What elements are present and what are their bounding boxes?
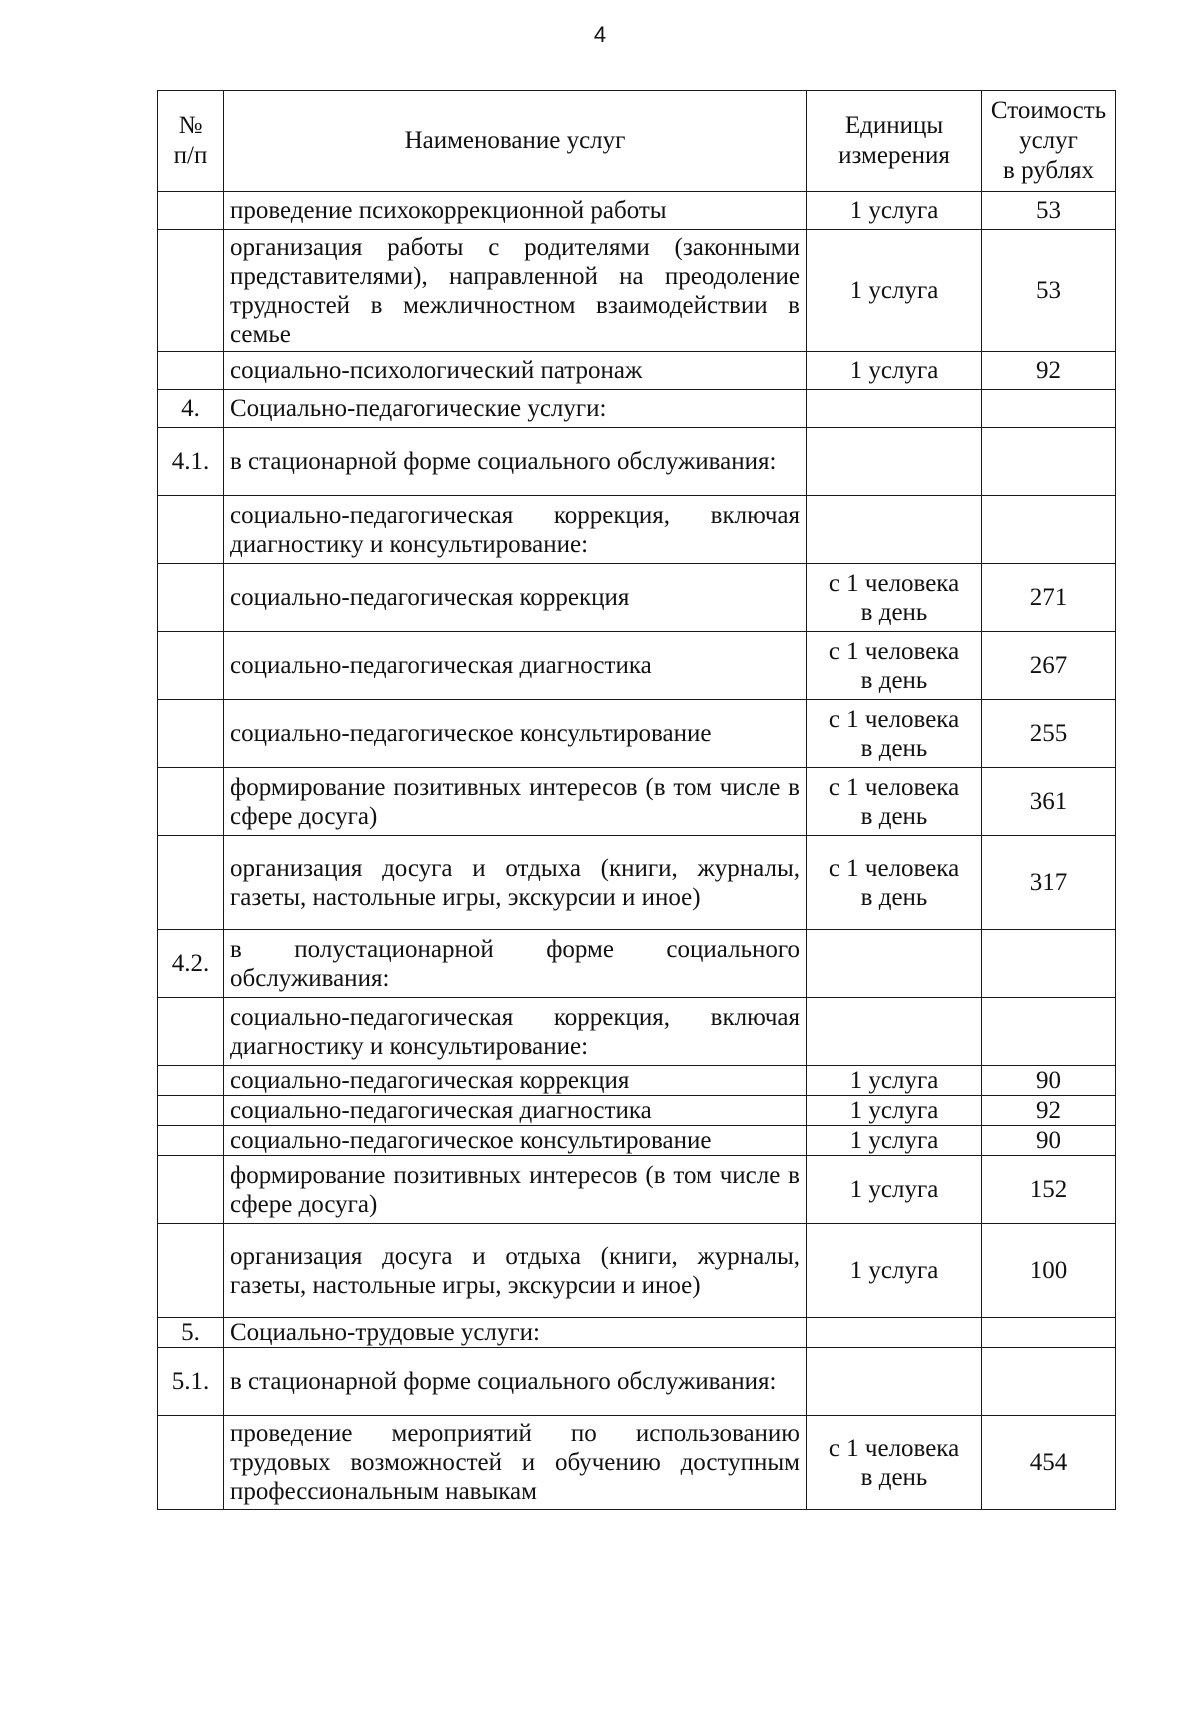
- service-cost-text: 271: [1029, 584, 1068, 611]
- row-number-text: 5.1.: [171, 1368, 210, 1395]
- unit-of-measure: [807, 1348, 982, 1416]
- unit-of-measure-text: 1 услуга: [849, 1097, 939, 1124]
- unit-of-measure-text: 1 услуга: [849, 1067, 939, 1094]
- unit-of-measure-text: с 1 человека в день: [828, 1434, 960, 1491]
- header-unit: Единицы измерения: [807, 91, 982, 192]
- table-row: [158, 1096, 1116, 1126]
- service-cost: [982, 192, 1116, 230]
- services-price-table: [157, 90, 1116, 1510]
- service-cost-text: 255: [1029, 720, 1068, 747]
- row-number: [158, 564, 224, 632]
- service-cost: [982, 1096, 1116, 1126]
- unit-of-measure-text: с 1 человека в день: [828, 569, 960, 626]
- service-name: [224, 496, 807, 564]
- service-name: [224, 632, 807, 700]
- table-row: [158, 836, 1116, 930]
- service-cost: [982, 700, 1116, 768]
- service-cost: [982, 496, 1116, 564]
- table-row: [158, 390, 1116, 428]
- unit-of-measure: [807, 564, 982, 632]
- service-name-text: социально-педагогическая диагностика: [230, 652, 652, 679]
- unit-of-measure: [807, 428, 982, 496]
- row-number: [158, 390, 224, 428]
- table-row: [158, 230, 1116, 352]
- header-number: № п/п: [158, 91, 224, 192]
- unit-of-measure-text: 1 услуга: [849, 1257, 939, 1284]
- service-name-text: в полустационарной форме социального обслуживания:: [230, 935, 800, 992]
- row-number: [158, 1096, 224, 1126]
- service-name: [224, 1096, 807, 1126]
- service-cost: [982, 1224, 1116, 1318]
- service-name-text: в стационарной форме социального обслуживания:: [230, 448, 777, 475]
- service-name-text: социально-педагогическое консультирование: [230, 1127, 712, 1154]
- service-name: [224, 390, 807, 428]
- service-cost: [982, 836, 1116, 930]
- table-row: [158, 564, 1116, 632]
- service-name: [224, 192, 807, 230]
- unit-of-measure: [807, 192, 982, 230]
- unit-of-measure-text: 1 услуга: [849, 357, 939, 384]
- row-number: [158, 1416, 224, 1510]
- service-name: [224, 1156, 807, 1224]
- row-number: [158, 230, 224, 352]
- table-row: [158, 192, 1116, 230]
- unit-of-measure: [807, 700, 982, 768]
- service-cost-text: 53: [1036, 277, 1061, 304]
- table-row: [158, 768, 1116, 836]
- service-cost: [982, 1156, 1116, 1224]
- table-body: [158, 192, 1116, 1510]
- service-name-text: организация досуга и отдыха (книги, журналы, газеты, настольные игры, экскурсии и иное): [230, 1242, 800, 1299]
- row-number-text: 4.2.: [171, 950, 210, 977]
- unit-of-measure: [807, 1318, 982, 1348]
- table-row: [158, 1318, 1116, 1348]
- header-cost: Стоимость услуг в рублях: [982, 91, 1116, 192]
- service-name: [224, 1416, 807, 1510]
- unit-of-measure-text: с 1 человека в день: [828, 637, 960, 694]
- row-number: [158, 1224, 224, 1318]
- service-cost: [982, 1318, 1116, 1348]
- service-name-text: социально-педагогическая коррекция, включая диагностику и консультирование:: [230, 501, 800, 558]
- service-name: [224, 1126, 807, 1156]
- service-name-text: формирование позитивных интересов (в том числе в сфере досуга): [230, 773, 800, 830]
- service-cost: [982, 930, 1116, 998]
- service-cost-text: 92: [1036, 1097, 1061, 1124]
- unit-of-measure: [807, 390, 982, 428]
- service-name-text: в стационарной форме социального обслуживания:: [230, 1368, 777, 1395]
- unit-of-measure: [807, 230, 982, 352]
- row-number: [158, 700, 224, 768]
- unit-of-measure: [807, 836, 982, 930]
- service-name: [224, 836, 807, 930]
- service-name-text: организация досуга и отдыха (книги, журналы, газеты, настольные игры, экскурсии и иное): [230, 854, 800, 911]
- service-cost: [982, 632, 1116, 700]
- service-cost-text: 267: [1029, 652, 1068, 679]
- service-cost-text: 100: [1029, 1257, 1068, 1284]
- service-cost: [982, 352, 1116, 390]
- unit-of-measure-text: с 1 человека в день: [828, 773, 960, 830]
- service-name-text: социально-педагогическая коррекция: [230, 584, 630, 611]
- service-name: [224, 1318, 807, 1348]
- service-cost: [982, 1126, 1116, 1156]
- service-cost: [982, 1348, 1116, 1416]
- service-cost: [982, 1066, 1116, 1096]
- table-row: [158, 1348, 1116, 1416]
- row-number: [158, 192, 224, 230]
- row-number: [158, 428, 224, 496]
- service-name: [224, 1066, 807, 1096]
- table-header-row: [158, 91, 1116, 192]
- service-name: [224, 998, 807, 1066]
- unit-of-measure: [807, 930, 982, 998]
- table-row: [158, 496, 1116, 564]
- service-name: [224, 1348, 807, 1416]
- row-number: [158, 1156, 224, 1224]
- row-number: [158, 1318, 224, 1348]
- service-name-text: социально-педагогическая диагностика: [230, 1097, 652, 1124]
- service-cost: [982, 390, 1116, 428]
- service-name-text: Социально-трудовые услуги:: [230, 1319, 540, 1346]
- row-number: [158, 930, 224, 998]
- service-name: [224, 700, 807, 768]
- service-name: [224, 428, 807, 496]
- page-number: 4: [593, 22, 607, 47]
- service-name: [224, 930, 807, 998]
- service-cost: [982, 564, 1116, 632]
- service-name-text: проведение психокоррекционной работы: [230, 197, 667, 224]
- row-number: [158, 1066, 224, 1096]
- table-row: [158, 1126, 1116, 1156]
- table-row: [158, 1416, 1116, 1510]
- unit-of-measure-text: с 1 человека в день: [828, 854, 960, 911]
- service-cost: [982, 230, 1116, 352]
- table-row: [158, 1224, 1116, 1318]
- service-cost: [982, 768, 1116, 836]
- row-number-text: 4.1.: [171, 448, 210, 475]
- unit-of-measure: [807, 998, 982, 1066]
- service-name: [224, 352, 807, 390]
- service-cost-text: 361: [1029, 788, 1068, 815]
- row-number: [158, 1126, 224, 1156]
- service-name-text: социально-психологический патронаж: [230, 357, 643, 384]
- unit-of-measure-text: 1 услуга: [849, 1176, 939, 1203]
- table-row: [158, 632, 1116, 700]
- table-row: [158, 1066, 1116, 1096]
- service-cost-text: 454: [1029, 1449, 1068, 1476]
- unit-of-measure: [807, 1416, 982, 1510]
- service-name-text: организация работы с родителями (законными представителями), направленной на преодоление трудностей в межличностном взаимодействии в семье: [230, 233, 800, 348]
- header-service-name: Наименование услуг: [224, 91, 807, 192]
- unit-of-measure: [807, 1156, 982, 1224]
- unit-of-measure: [807, 1096, 982, 1126]
- service-cost-text: 90: [1036, 1067, 1061, 1094]
- table-row: [158, 352, 1116, 390]
- unit-of-measure-text: 1 услуга: [849, 197, 939, 224]
- table-row: [158, 1156, 1116, 1224]
- row-number: [158, 352, 224, 390]
- unit-of-measure: [807, 1224, 982, 1318]
- service-name-text: формирование позитивных интересов (в том числе в сфере досуга): [230, 1161, 800, 1218]
- table-row: [158, 930, 1116, 998]
- row-number: [158, 496, 224, 564]
- service-name: [224, 564, 807, 632]
- service-name-text: социально-педагогическое консультирование: [230, 720, 712, 747]
- service-cost-text: 53: [1036, 197, 1061, 224]
- unit-of-measure-text: 1 услуга: [849, 277, 939, 304]
- service-cost-text: 152: [1029, 1176, 1068, 1203]
- row-number: [158, 1348, 224, 1416]
- service-name-text: социально-педагогическая коррекция: [230, 1067, 630, 1094]
- row-number: [158, 768, 224, 836]
- service-name: [224, 1224, 807, 1318]
- table-row: [158, 998, 1116, 1066]
- service-name-text: социально-педагогическая коррекция, включая диагностику и консультирование:: [230, 1003, 800, 1060]
- row-number: [158, 836, 224, 930]
- table-row: [158, 700, 1116, 768]
- unit-of-measure-text: 1 услуга: [849, 1127, 939, 1154]
- service-name: [224, 230, 807, 352]
- table-row: [158, 428, 1116, 496]
- service-cost: [982, 1416, 1116, 1510]
- row-number: [158, 632, 224, 700]
- unit-of-measure: [807, 352, 982, 390]
- unit-of-measure: [807, 496, 982, 564]
- unit-of-measure: [807, 1066, 982, 1096]
- service-name-text: проведение мероприятий по использованию трудовых возможностей и обучению доступным профессиональным навыкам: [230, 1420, 800, 1505]
- service-cost-text: 90: [1036, 1127, 1061, 1154]
- service-name-text: Социально-педагогические услуги:: [230, 395, 607, 422]
- row-number-text: 5.: [181, 1319, 200, 1346]
- unit-of-measure: [807, 1126, 982, 1156]
- unit-of-measure: [807, 632, 982, 700]
- row-number-text: 4.: [181, 395, 200, 422]
- service-cost: [982, 428, 1116, 496]
- unit-of-measure-text: с 1 человека в день: [828, 705, 960, 762]
- service-cost-text: 92: [1036, 357, 1061, 384]
- service-name: [224, 768, 807, 836]
- service-cost-text: 317: [1029, 869, 1068, 896]
- row-number: [158, 998, 224, 1066]
- service-cost: [982, 998, 1116, 1066]
- unit-of-measure: [807, 768, 982, 836]
